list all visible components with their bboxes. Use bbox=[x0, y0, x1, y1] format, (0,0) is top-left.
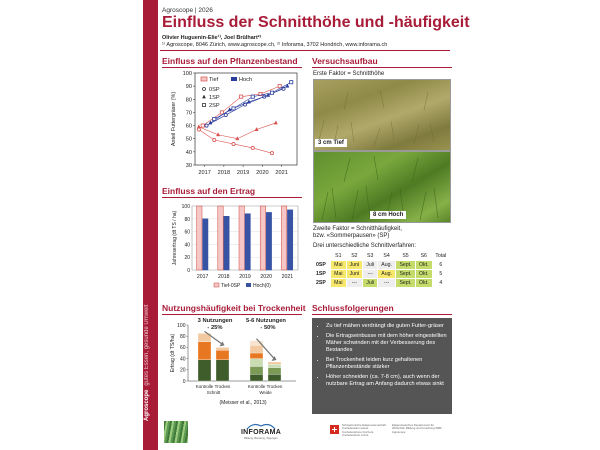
bar-segment bbox=[250, 374, 263, 381]
inforama-logo bbox=[239, 422, 283, 444]
data-point bbox=[232, 142, 235, 145]
table-cell: Aug. bbox=[378, 261, 396, 270]
bar-segment bbox=[268, 368, 281, 375]
conclusions-box bbox=[312, 318, 452, 414]
y-tick-label: 70 bbox=[185, 110, 192, 117]
table-cell: Juli bbox=[363, 279, 378, 288]
bar bbox=[218, 206, 223, 270]
confed-line: Confederazione Svizzera bbox=[342, 429, 374, 434]
y-axis-label: Anteil Futtergräser (%) bbox=[171, 91, 177, 147]
page-title: Einfluss der Schnitthöhe und -häufigkeit bbox=[162, 14, 470, 31]
series-tief-0sp bbox=[197, 128, 273, 155]
table-header-row bbox=[314, 252, 450, 261]
legend-label: 0SP bbox=[209, 87, 220, 93]
inforama-wordmark: INFORAMA bbox=[240, 429, 282, 436]
x-tick-label: 2020 bbox=[256, 170, 269, 176]
data-point bbox=[251, 95, 254, 98]
y-tick-label: 60 bbox=[179, 345, 186, 352]
data-point bbox=[224, 113, 227, 116]
source-note: (Meisser et al., 2013) bbox=[219, 400, 267, 406]
y-tick-label: 100 bbox=[182, 71, 192, 77]
legend-label: Tief-0SP bbox=[221, 283, 241, 289]
legend-label: Hoch(0) bbox=[253, 283, 271, 289]
agroscope-logo bbox=[164, 421, 188, 443]
y-tick-label: 40 bbox=[179, 356, 186, 363]
x-tick-label: 2019 bbox=[239, 274, 251, 280]
y-tick-label: 100 bbox=[177, 322, 186, 329]
bar bbox=[197, 206, 202, 270]
dept-line: Wirtschaft, Bildung und Forschung WBF bbox=[392, 426, 442, 431]
chart-pflanzenbestand bbox=[160, 68, 305, 180]
y-axis-label: Jahresertrag (dt TS / ha) bbox=[172, 210, 178, 266]
data-point bbox=[274, 121, 277, 124]
swiss-flag-icon bbox=[330, 425, 339, 434]
table-header bbox=[314, 252, 331, 261]
table-cell: Juli bbox=[363, 261, 378, 270]
bar-segment bbox=[216, 360, 229, 381]
section-title-ertrag: Einfluss auf den Ertrag bbox=[162, 186, 256, 196]
x-tick-label: 2019 bbox=[236, 170, 250, 176]
dept-line: Eidgenössisches Departement für bbox=[392, 423, 434, 427]
annotation-text: 5-6 Nutzungen bbox=[246, 318, 286, 324]
table-cell-total: 6 bbox=[432, 261, 449, 270]
chart-nutzung bbox=[160, 315, 305, 413]
data-point bbox=[197, 125, 200, 128]
y-tick-label: 60 bbox=[185, 123, 192, 130]
data-point bbox=[278, 85, 281, 88]
data-point bbox=[203, 104, 206, 107]
section-title-versuchsaufbau: Versuchsaufbau bbox=[312, 56, 378, 66]
data-point bbox=[203, 88, 206, 91]
y-tick-label: 50 bbox=[185, 136, 192, 143]
row-label: 0SP bbox=[314, 261, 331, 270]
bar-segment bbox=[268, 374, 281, 381]
table-cell: Mai bbox=[331, 279, 346, 288]
procedures-text: Drei unterschiedliche Schnittverfahren: bbox=[313, 243, 417, 249]
table-cell: Mai bbox=[331, 261, 346, 270]
bar bbox=[281, 206, 286, 270]
annotation-text: 3 Nutzungen bbox=[197, 318, 233, 324]
chart-ertrag bbox=[160, 200, 305, 292]
authors: Olivier Huguenin-Elie¹⁾, Joel Brülhart²⁾ bbox=[162, 35, 261, 41]
group-label: Weide bbox=[259, 390, 272, 395]
data-point bbox=[270, 152, 273, 155]
factor1-text: Erste Faktor = Schnitthöhe bbox=[313, 71, 385, 77]
table-cell: Sept. bbox=[396, 270, 416, 279]
x-tick-label: Kontrolle bbox=[195, 384, 214, 389]
y-tick-label: 0 bbox=[187, 268, 190, 274]
bar-segment bbox=[250, 359, 263, 367]
conclusion-item: • Die Ertragseinbusse mit dem höher eingestellten Mäher schwinden mit der Verbesserung des Bestandes bbox=[326, 333, 448, 354]
x-tick-label: 2021 bbox=[281, 274, 294, 280]
y-tick-label: 0 bbox=[182, 378, 186, 385]
table-header: Total bbox=[435, 253, 447, 259]
bar bbox=[266, 212, 271, 270]
bar-segment bbox=[250, 353, 263, 359]
dept-line: Agroscope bbox=[392, 429, 406, 434]
legend-label: Tief bbox=[209, 77, 219, 83]
table-header: S3 bbox=[366, 253, 374, 259]
bar bbox=[239, 206, 244, 270]
schedule-table bbox=[313, 252, 450, 288]
legend-swatch bbox=[246, 283, 251, 287]
conclusion-item: • Bei Trockenheit leiden kurz gehaltenen Pflanzenbestände stärker bbox=[326, 357, 448, 371]
y-tick-label: 40 bbox=[185, 149, 192, 156]
bar-segment bbox=[250, 366, 263, 374]
x-tick-label: 2018 bbox=[218, 274, 230, 280]
section-rule bbox=[312, 314, 452, 315]
x-tick-label: Kontrolle bbox=[247, 384, 266, 389]
legend-label: 1SP bbox=[209, 95, 220, 101]
table-cell: Juni bbox=[346, 270, 363, 279]
conclusion-item: • Höher schneiden (ca. 7-8 cm), auch wenn der nutzbare Ertrag am Anfang dadurch etwas sinkt bbox=[326, 374, 448, 388]
y-tick-label: 60 bbox=[184, 229, 190, 236]
y-tick-label: 30 bbox=[185, 163, 192, 169]
row-label: 2SP bbox=[314, 279, 331, 288]
bar bbox=[203, 219, 208, 270]
data-point bbox=[251, 146, 254, 149]
data-point bbox=[290, 81, 293, 84]
series-line bbox=[199, 130, 272, 154]
bar-segment bbox=[198, 342, 211, 360]
photo2-label: 8 cm Hoch bbox=[370, 211, 406, 219]
table-cell: Sept. bbox=[396, 261, 416, 270]
table-row bbox=[314, 261, 450, 270]
affiliations: ¹⁾ Agroscope, 8046 Zürich, www.agroscope.ch, ²⁾ Inforama, 3702 Hondrich, www.inforama.ch bbox=[162, 42, 388, 48]
factor2-line1: Zweite Faktor = Schnitthäufigkeit, bbox=[313, 226, 402, 232]
table-cell: Okt. bbox=[415, 279, 432, 288]
table-cell-total: 4 bbox=[432, 279, 449, 288]
x-tick-label: 2020 bbox=[260, 274, 272, 280]
data-point bbox=[197, 128, 200, 131]
data-point bbox=[203, 95, 206, 98]
table-cell-total: 5 bbox=[432, 270, 449, 279]
table-cell: Aug. bbox=[378, 270, 396, 279]
annotation-text: - 25% bbox=[207, 325, 223, 331]
row-label: 1SP bbox=[314, 270, 331, 279]
data-point bbox=[240, 95, 243, 98]
table-cell: Okt. bbox=[415, 261, 432, 270]
section-rule bbox=[162, 197, 302, 198]
y-tick-label: 100 bbox=[181, 204, 190, 210]
x-tick-label: 2017 bbox=[198, 170, 211, 176]
confed-line: Confederaziun svizra bbox=[342, 433, 369, 438]
table-header: S6 bbox=[420, 253, 427, 259]
x-tick-label: 2017 bbox=[196, 274, 209, 280]
sidebar-brand: Agroscopegutes Essen, gesunde Umwelt bbox=[144, 304, 150, 421]
bar-segment bbox=[198, 360, 211, 381]
bar bbox=[260, 206, 265, 270]
y-tick-label: 80 bbox=[184, 216, 190, 223]
group-label: Schnitt bbox=[206, 390, 221, 395]
table-header: S5 bbox=[402, 253, 409, 259]
y-tick-label: 80 bbox=[185, 97, 192, 104]
bar bbox=[287, 210, 292, 270]
y-tick-label: 90 bbox=[185, 84, 192, 91]
table-cell: --- bbox=[378, 279, 396, 288]
section-title-pflanzenbestand: Einfluss auf den Pflanzenbestand bbox=[162, 56, 298, 66]
bar-segment bbox=[268, 362, 281, 364]
y-tick-label: 40 bbox=[184, 242, 190, 249]
table-header: S1 bbox=[335, 253, 342, 259]
y-tick-label: 80 bbox=[179, 334, 186, 340]
y-axis-label: Ertrag (dt TS/ha) bbox=[170, 333, 176, 373]
x-tick-label: 2018 bbox=[217, 170, 231, 176]
legend-label: 2SP bbox=[209, 103, 220, 109]
table-cell: --- bbox=[346, 279, 363, 288]
bar-segment bbox=[216, 350, 229, 360]
data-point bbox=[270, 91, 273, 94]
data-point bbox=[220, 111, 223, 114]
data-point bbox=[232, 107, 235, 110]
bar-segment bbox=[268, 364, 281, 367]
legend-label: Hoch bbox=[239, 77, 253, 83]
table-header: S2 bbox=[351, 253, 358, 259]
table-cell: Sept. bbox=[396, 279, 416, 288]
bar bbox=[245, 214, 250, 270]
org-line: Agroscope | 2026 bbox=[162, 7, 213, 14]
header-rule bbox=[160, 50, 450, 51]
photo1-label: 3 cm Tief bbox=[315, 139, 347, 147]
section-rule bbox=[312, 67, 452, 68]
annotation-text: - 50% bbox=[260, 325, 276, 331]
inforama-sub: Bildung, Beratung, Tagungen bbox=[244, 437, 278, 440]
legend-swatch bbox=[231, 77, 237, 81]
x-tick-label: 2021 bbox=[275, 170, 288, 176]
section-title-nutzung: Nutzungshäufigkeit bei Trockenheit bbox=[162, 303, 306, 313]
x-tick-label: Trocken bbox=[214, 384, 231, 389]
x-tick-label: Trocken bbox=[266, 384, 283, 389]
table-cell: Mai bbox=[331, 270, 346, 279]
bar-segment bbox=[216, 347, 229, 350]
y-tick-label: 20 bbox=[184, 255, 190, 262]
confed-line: Confédération suisse bbox=[342, 426, 369, 431]
factor2-line2: bzw. «Sommerpausen» (SP) bbox=[313, 233, 390, 239]
data-point bbox=[205, 124, 208, 127]
data-point bbox=[201, 124, 204, 127]
y-tick-label: 20 bbox=[179, 367, 186, 374]
table-cell: --- bbox=[363, 270, 378, 279]
bar bbox=[224, 216, 229, 270]
table-cell: Juni bbox=[346, 261, 363, 270]
data-point bbox=[213, 138, 216, 141]
table-cell: Okt. bbox=[415, 270, 432, 279]
confederation-text bbox=[342, 424, 386, 438]
confed-line: Schweizerische Eidgenossenschaft bbox=[342, 423, 386, 427]
data-point bbox=[213, 117, 216, 120]
legend-swatch bbox=[214, 283, 219, 287]
department-text bbox=[392, 424, 442, 434]
bar-segment bbox=[250, 345, 263, 353]
table-row bbox=[314, 279, 450, 288]
table-header: S4 bbox=[383, 253, 390, 259]
table-row bbox=[314, 270, 450, 279]
legend-swatch bbox=[201, 77, 207, 81]
conclusion-item: • Zu tief mähen verdrängt die guten Futter-gräser bbox=[326, 323, 448, 330]
section-title-schluss: Schlussfolgerungen bbox=[312, 303, 394, 313]
